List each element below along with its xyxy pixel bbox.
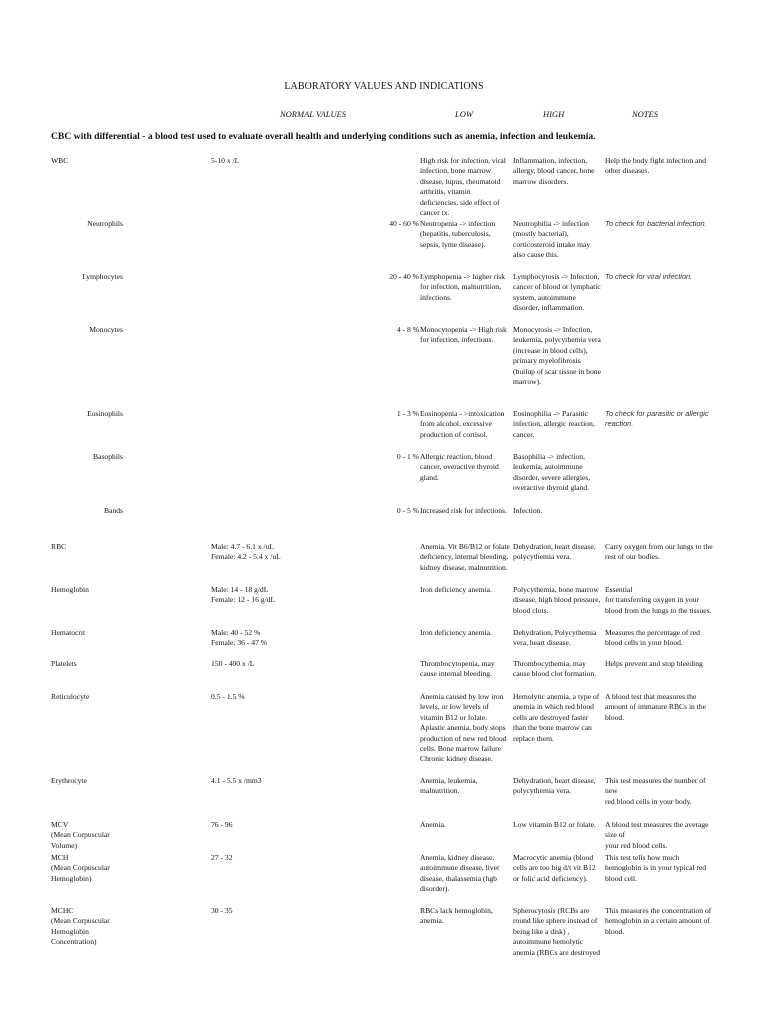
notes: Help the body fight infection and other diseases. <box>605 156 707 176</box>
header-low: LOW <box>455 109 473 119</box>
test-name: Bands <box>104 506 123 515</box>
low-indication: Iron deficiency anemia. <box>420 585 492 594</box>
high-indication: Spherocytosis (RCBs are round like sphere instead of being like a disk) , autoimmune hemolytic anemia (RBCs are destroyed <box>513 906 601 957</box>
notes: To check for bacterial infection. <box>605 219 707 228</box>
low-indication: Anemia, leukemia, malnutrition. <box>420 776 478 796</box>
low-indication: Allergic reaction, blood cancer, overactive thyroid gland. <box>420 452 499 482</box>
high-indication: Inflammation, infection, allergy, blood cancer, bone marrow disorders. <box>513 156 595 186</box>
high-indication: Infection. <box>513 506 543 515</box>
normal-value: Male: 14 - 18 g/dL Female: 12 - 16 g/dL <box>211 585 276 605</box>
cbc-intro: CBC with differential - a blood test used to evaluate overall health and underlying conditions such as anemia, infection and leukemia. <box>51 131 596 142</box>
high-indication: Neutrophilia -> infection (mostly bacterial), corticosteroid intake may also cause this. <box>513 219 591 260</box>
test-name: MCH (Mean Corpuscular Hemoglobin) <box>51 853 110 883</box>
header-notes: NOTES <box>632 109 658 119</box>
high-indication: Hemolytic anemia, a type of anemia in which red blood cells are destroyed faster than the bone marrow can replace them. <box>513 692 600 743</box>
header-normal-values: NORMAL VALUES <box>280 109 347 119</box>
test-name: Lymphocytes <box>82 272 123 281</box>
test-name: RBC <box>51 542 67 551</box>
normal-value: 76 - 96 <box>211 820 233 829</box>
high-indication: Macrocytic anemia (blood cells are too big d/t vit B12 or folic acid deficiency). <box>513 853 596 883</box>
test-name: Reticulocyte <box>51 692 90 701</box>
high-indication: Thrombocythemia, may cause blood clot formation. <box>513 659 597 679</box>
normal-value: 0.5 - 1.5 % <box>211 692 245 701</box>
test-name: WBC <box>51 156 69 165</box>
test-name: Hemoglobin <box>51 585 89 594</box>
high-indication: Monocytosis -> Infection, leukemia, polycythemia vera (increase in blood cells), primary myelofibrosis (builup of scar tissue in bone marrow). <box>513 325 601 387</box>
low-indication: Iron deficiency anemia. <box>420 628 492 637</box>
normal-value: 150 - 400 x /L <box>211 659 255 668</box>
notes: Helps prevent and stop bleeding <box>605 659 703 668</box>
notes: To check for parasitic or allergic reaction. <box>605 409 709 429</box>
normal-value: Male: 4.7 - 6.1 x /uL Female: 4.2 - 5.4 x /uL <box>211 542 281 562</box>
high-indication: Dehydration, Polycythemia vera, heart disease. <box>513 628 597 648</box>
low-indication: Neutropenia -> infection (hepatitis, tuberculosis, sepsis, lyme disease). <box>420 219 496 249</box>
page-title: LABORATORY VALUES AND INDICATIONS <box>284 81 484 92</box>
notes: To check for viral infection. <box>605 272 693 281</box>
test-name: Basophils <box>93 452 123 461</box>
low-indication: Monocytopenia -> High risk for infection, infections. <box>420 325 507 345</box>
header-high: HIGH <box>543 109 565 119</box>
low-indication: Anemia, kidney disease, autoimmune disease, liver disease, thalassemia (hgb disorder). <box>420 853 500 894</box>
high-indication: Dehydration, heart disease, polycythemia vera. <box>513 776 596 796</box>
normal-value: 27 - 32 <box>211 853 233 862</box>
test-name: MCHC (Mean Corpuscular Hemoglobin Concentration) <box>51 906 110 947</box>
notes: A blood test measures the average size of your red blood cells. <box>605 820 709 850</box>
test-name: Hematocrit <box>51 628 86 637</box>
normal-value: 30 - 35 <box>211 906 233 915</box>
low-indication: Anemia, Vit B6/B12 or folate deficiency, internal bleeding, kidney disease, malnutrition. <box>420 542 510 572</box>
notes: Carry oxygen from our lungs to the rest of our bodies. <box>605 542 713 562</box>
notes: Essential for transferring oxygen in your blood from the lungs to the tissues. <box>605 585 712 615</box>
test-name: Eosinophils <box>87 409 123 418</box>
normal-value: 1 - 3 % <box>396 409 419 418</box>
test-name: MCV (Mean Corpuscular Volume) <box>51 820 110 850</box>
low-indication: High risk for infection, viral infection, bone marrow disease, lupus, rheumatoid arthritis, vitamin deficiencies, side effect of cancer tx. <box>420 156 506 218</box>
normal-value: 20 - 40 % <box>389 272 419 281</box>
normal-value: 5-10 x /L <box>211 156 240 165</box>
normal-value: 40 - 60 % <box>389 219 419 228</box>
high-indication: Dehydration, heart disease, polycythemia vera. <box>513 542 596 562</box>
low-indication: Lymphopenia -> higher risk for infection, malnutrition, infections. <box>420 272 506 302</box>
notes: This measures the concentration of hemoglobin in a certain amount of blood. <box>605 906 712 936</box>
notes: A blood test that measures the amount of immature RBCs in the blood. <box>605 692 707 722</box>
high-indication: Basophilia -> infection, leukemia, autoimmune disorder, severe allergies, overactive thyroid gland. <box>513 452 591 493</box>
normal-value: 0 - 1 % <box>396 452 419 461</box>
high-indication: Lymphocytosis -> Infection, cancer of blood or lymphatic system, autoimmune disorder, inflammation. <box>513 272 601 313</box>
test-name: Platelets <box>51 659 77 668</box>
low-indication: Anemia caused by low iron levels, or low levels of vitamin B12 or folate. Aplastic anemia, body stops production of new red blood cells. Bone marrow failure Chronic kidney disease. <box>420 692 507 764</box>
low-indication: Anemia. <box>420 820 446 829</box>
low-indication: Increased risk for infections. <box>420 506 507 515</box>
normal-value: Male: 40 - 52 % Female: 36 - 47 % <box>211 628 268 648</box>
notes: This test tells how much hemoglobin is in your typical red blood cell. <box>605 853 707 883</box>
low-indication: Thrombocytopenia, may cause internal bleeding. <box>420 659 495 679</box>
test-name: Monocytes <box>89 325 123 334</box>
normal-value: 4 - 8 % <box>396 325 419 334</box>
test-name: Erythrocyte <box>51 776 87 785</box>
normal-value: 0 - 5 % <box>396 506 419 515</box>
notes: Measures the percentage of red blood cells in your blood. <box>605 628 700 648</box>
notes: This test measures the number of new red blood cells in your body. <box>605 776 706 806</box>
high-indication: Polycythemia, bone marrow disease, high blood pressure, blood clots. <box>513 585 601 615</box>
low-indication: Eosinopenia - >intoxication from alcohol, excessive production of cortisol. <box>420 409 505 439</box>
high-indication: Eosinophilia -> Parasitic infection, allergic reaction, cancer. <box>513 409 595 439</box>
high-indication: Low vitamin B12 or folate. <box>513 820 596 829</box>
normal-value: 4.1 - 5.5 x /mm3 <box>211 776 262 785</box>
low-indication: RBCs lack hemoglobin, anemia. <box>420 906 493 926</box>
test-name: Neutrophils <box>87 219 123 228</box>
